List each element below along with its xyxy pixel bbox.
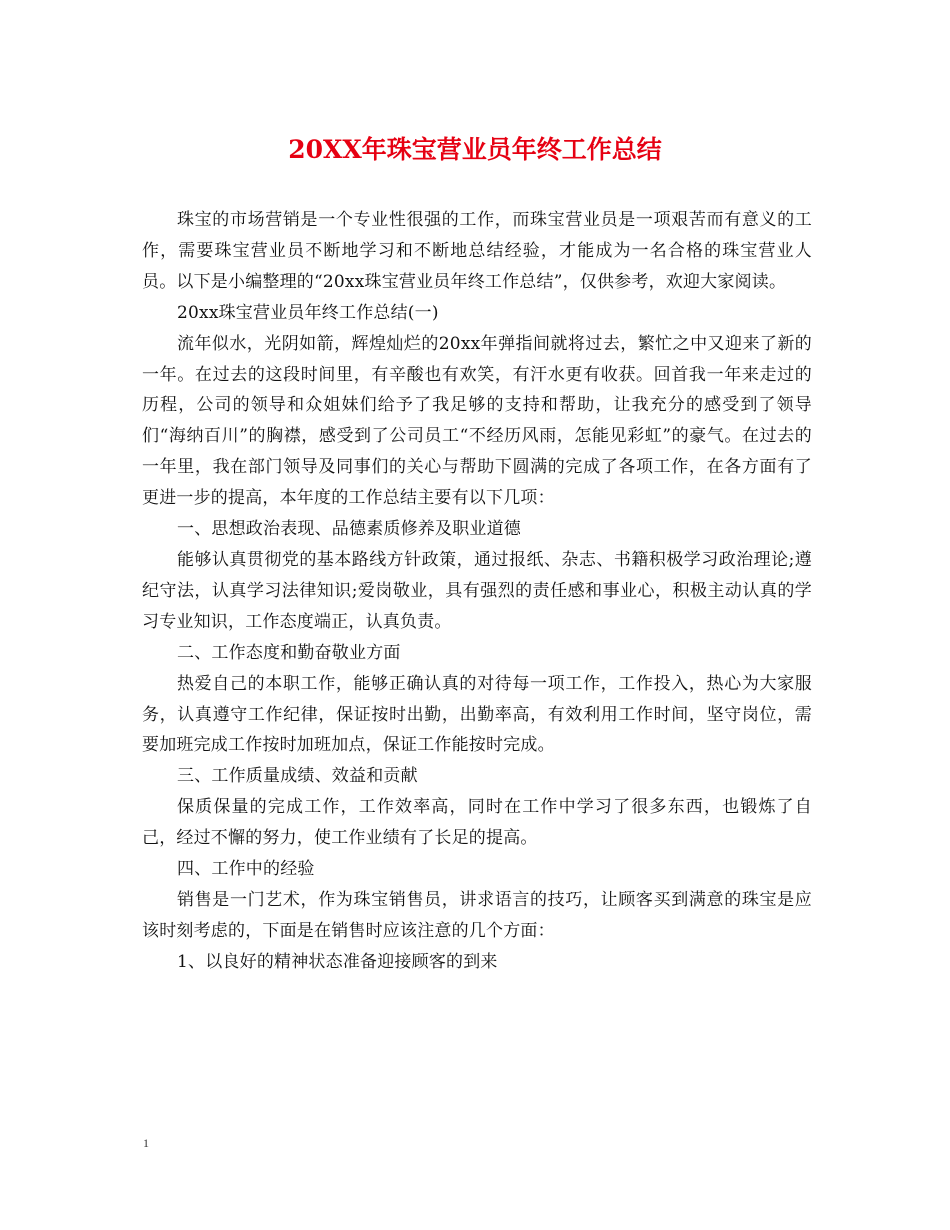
list-item-heading: 1、以良好的精神状态准备迎接顾客的到来	[177, 951, 498, 972]
section-heading: 二、工作态度和勤奋敬业方面	[177, 642, 401, 663]
section-heading: 四、工作中的经验	[177, 859, 315, 880]
document-title: 20XX年珠宝营业员年终工作总结	[288, 135, 662, 164]
body-paragraph: 流年似水，光阴如箭，辉煌灿烂的20xx年弹指间就将过去，繁忙之中又迎来了新的一年。在过去的这段时间里，有辛酸也有欢笑，有汗水更有收获。回首我一年来走过的历程，公司的领导和众姐妹们给予了我足够的支持和帮助，让我充分的感受到了领导们“海纳百川”的胸襟，感受到了公司员工“不经历风雨，怎能见彩虹”的豪气。在过去的一年里，我在部门领导及同事们的关心与帮助下圆满的完成了各项工作，在各方面有了更进一步的提高，本年度的工作总结主要有以下几项：	[142, 333, 812, 509]
body-paragraph: 销售是一门艺术，作为珠宝销售员，讲求语言的技巧，让顾客买到满意的珠宝是应该时刻考虑的，下面是在销售时应该注意的几个方面：	[142, 889, 812, 941]
section-heading: 20xx珠宝营业员年终工作总结(一)	[177, 302, 439, 323]
body-paragraph: 能够认真贯彻党的基本路线方针政策，通过报纸、杂志、书籍积极学习政治理论;遵纪守法，认真学习法律知识;爱岗敬业，具有强烈的责任感和事业心，积极主动认真的学习专业知识，工作态度端正，认真负责。	[142, 549, 812, 632]
page-number: 1	[143, 1136, 149, 1150]
body-paragraph: 保质保量的完成工作，工作效率高，同时在工作中学习了很多东西，也锻炼了自己，经过不懈的努力，使工作业绩有了长足的提高。	[142, 797, 812, 849]
document-body	[142, 205, 812, 978]
section-heading: 一、思想政治表现、品德素质修养及职业道德	[177, 519, 521, 540]
body-paragraph: 热爱自己的本职工作，能够正确认真的对待每一项工作，工作投入，热心为大家服务，认真遵守工作纪律，保证按时出勤，出勤率高，有效利用工作时间，坚守岗位，需要加班完成工作按时加班加点，保证工作能按时完成。	[142, 673, 812, 756]
section-heading: 三、工作质量成绩、效益和贡献	[177, 766, 418, 787]
intro-paragraph: 珠宝的市场营销是一个专业性很强的工作，而珠宝营业员是一项艰苦而有意义的工作，需要珠宝营业员不断地学习和不断地总结经验，才能成为一名合格的珠宝营业人员。以下是小编整理的“20xx珠宝营业员年终工作总结”，仅供参考，欢迎大家阅读。	[142, 210, 812, 292]
